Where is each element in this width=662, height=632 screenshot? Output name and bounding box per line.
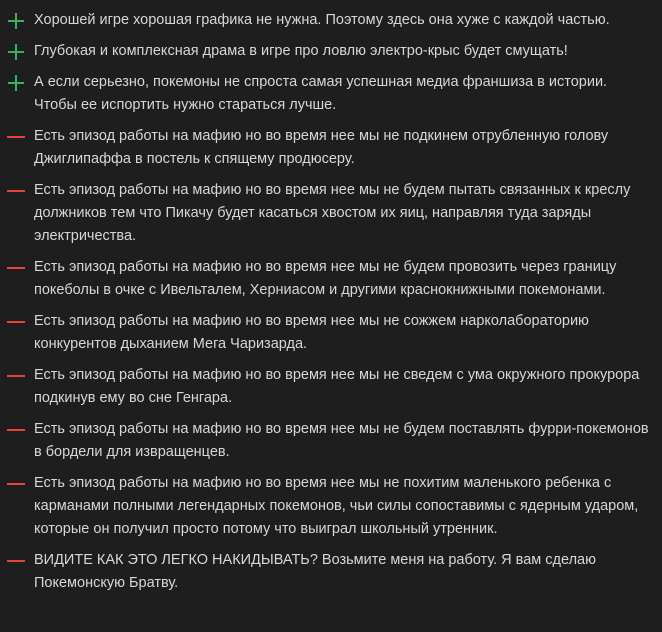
minus-icon	[7, 472, 25, 495]
pro-item	[0, 9, 662, 32]
minus-icon	[7, 256, 25, 279]
item-text: Глубокая и комплексная драма в игре про ловлю электро-крыс будет смущать!	[34, 43, 568, 59]
item-text: Есть эпизод работы на мафию но во время нее мы не сведем с ума окружного прокурора подкинув ему во сне Генгара.	[34, 367, 640, 406]
item-text: Есть эпизод работы на мафию но во время нее мы не будем поставлять фурри-покемонов в бордели для извращенцев.	[34, 421, 649, 460]
plus-icon	[7, 9, 25, 32]
item-text: Есть эпизод работы на мафию но во время нее мы не будем пытать связанных к креслу должников тем что Пикачу будет касаться хвостом их яиц, направляя туда заряды электричества.	[34, 182, 631, 244]
item-text: Есть эпизод работы на мафию но во время нее мы не похитим маленького ребенка с карманами полными легендарных покемонов, чьи силы сопоставимы с ядерным ударом, которые он получил просто потому что выиграл школьный утренник.	[34, 475, 639, 537]
item-text: Хорошей игре хорошая графика не нужна. Поэтому здесь она хуже с каждой частью.	[34, 12, 610, 28]
pro-item	[0, 40, 662, 63]
con-item	[0, 125, 662, 171]
plus-icon	[7, 71, 25, 94]
con-item	[0, 418, 662, 464]
con-item	[0, 310, 662, 356]
minus-icon	[7, 125, 25, 148]
minus-icon	[7, 310, 25, 333]
pro-item	[0, 71, 662, 117]
item-text: Есть эпизод работы на мафию но во время нее мы не подкинем отрубленную голову Джиглипаффа в постель к спящему продюсеру.	[34, 128, 609, 167]
item-text: Есть эпизод работы на мафию но во время нее мы не будем провозить через границу покеболы в очке с Ивельталем, Херниасом и другими краснокнижными покемонами.	[34, 259, 617, 298]
minus-icon	[7, 549, 25, 572]
item-text: Есть эпизод работы на мафию но во время нее мы не сожжем нарколабораторию конкурентов дыханием Мега Чаризарда.	[34, 313, 589, 352]
minus-icon	[7, 418, 25, 441]
con-item	[0, 256, 662, 302]
item-text: ВИДИТЕ КАК ЭТО ЛЕГКО НАКИДЫВАТЬ? Возьмите меня на работу. Я вам сделаю Покемонскую Братву.	[34, 552, 596, 591]
minus-icon	[7, 364, 25, 387]
plus-icon	[7, 40, 25, 63]
item-text: А если серьезно, покемоны не спроста самая успешная медиа франшиза в истории. Чтобы ее испортить нужно стараться лучше.	[34, 74, 608, 113]
con-item	[0, 549, 662, 595]
con-item	[0, 472, 662, 541]
con-item	[0, 364, 662, 410]
minus-icon	[7, 179, 25, 202]
con-item	[0, 179, 662, 248]
